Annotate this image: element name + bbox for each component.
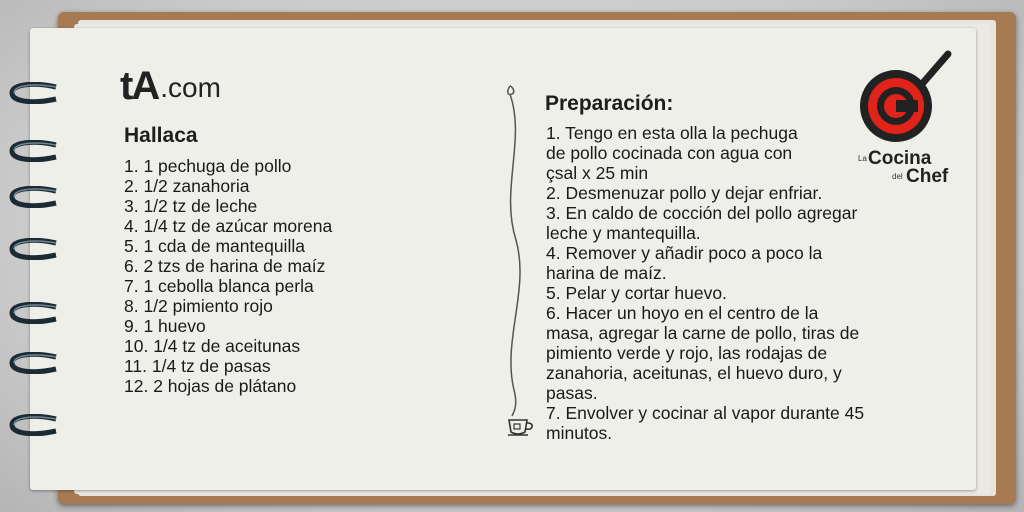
preparation-step: 3. En caldo de cocción del pollo agregar leche y mantequilla. [546,203,858,243]
ingredient-item: 9. 1 huevo [124,316,206,336]
spiral-ring [4,82,68,104]
ingredient-item: 11. 1/4 tz de pasas [124,356,271,376]
spiral-ring [4,352,68,374]
spiral-ring [4,238,68,260]
teacup-icon [506,414,536,438]
spiral-ring [4,302,68,324]
preparation-step: 5. Pelar y cortar huevo. [546,283,727,303]
preparation-title: Preparación: [545,92,674,115]
ingredient-item: 5. 1 cda de mantequilla [124,236,305,256]
logo-domain: .com [160,72,221,103]
ingredient-item: 7. 1 cebolla blanca perla [124,276,314,296]
ingredient-list [124,156,332,396]
spiral-ring [4,140,68,162]
spiral-ring [4,186,68,208]
logo-mark: tA [120,64,159,108]
ingredient-item: 4. 1/4 tz de azúcar morena [124,216,333,236]
brand-small: del [892,172,903,181]
brand-name-1: Cocina [868,148,932,169]
ingredient-item: 2. 1/2 zanahoria [124,176,250,196]
ingredient-item: 3. 1/2 tz de leche [124,196,258,216]
preparation-step: 7. Envolver y cocinar al vapor durante 45 minutos. [546,403,865,443]
ingredient-item: 6. 2 tzs de harina de maíz [124,256,326,276]
site-logo [120,66,221,106]
brand-prefix: La [858,154,867,163]
brand-logo [858,148,949,187]
brand-name-2: Chef [906,166,949,187]
ingredient-item: 10. 1/4 tz de aceitunas [124,336,301,356]
preparation-step: 2. Desmenuzar pollo y dejar enfriar. [546,183,823,203]
preparation-step: 6. Hacer un hoyo en el centro de la masa, agregar la carne de pollo, tiras de pimiento verde y rojo, las rodajas de zanahoria, aceitunas, el huevo duro, y pasas. [546,303,860,403]
ingredient-item: 8. 1/2 pimiento rojo [124,296,273,316]
recipe-title: Hallaca [124,124,198,147]
ingredient-item: 12. 2 hojas de plátano [124,376,297,396]
preparation-step: 1. Tengo en esta olla la pechuga de pollo cocinada con agua con çsal x 25 min [546,123,798,183]
ingredient-item: 1. 1 pechuga de pollo [124,156,292,176]
tea-string-divider [496,80,536,440]
spiral-ring [4,414,68,436]
preparation-step: 4. Remover y añadir poco a poco la harina de maíz. [546,243,823,283]
